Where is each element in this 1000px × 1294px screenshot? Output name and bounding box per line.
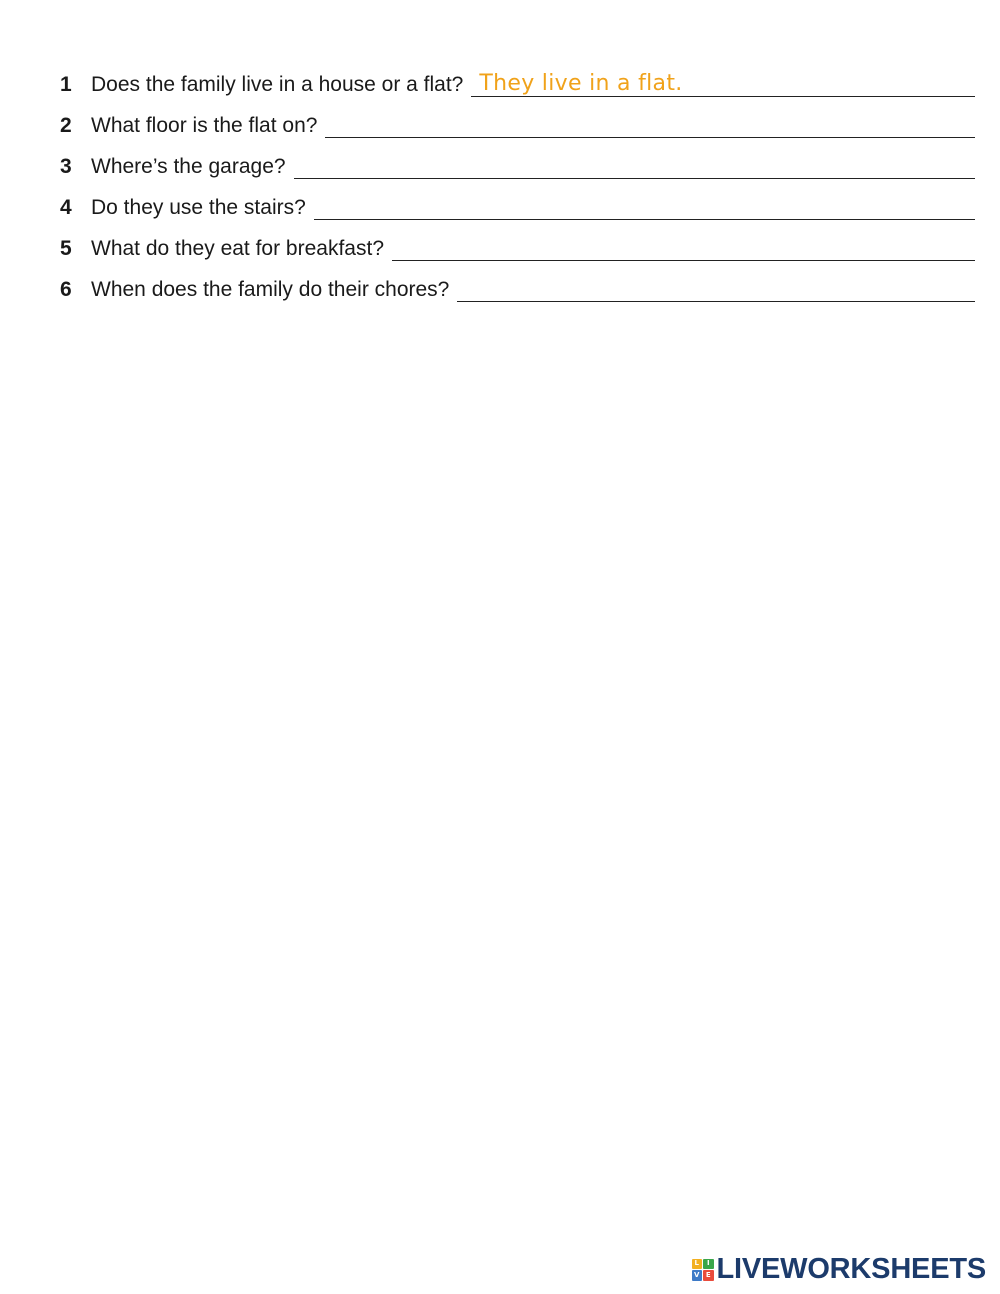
question-number: 5 (60, 237, 72, 260)
question-number: 2 (60, 114, 72, 137)
answer-field-3[interactable] (294, 150, 975, 179)
question-number: 6 (60, 278, 72, 301)
question-text: What do they eat for breakfast? (91, 237, 384, 260)
question-row-2 (60, 99, 975, 140)
question-number: 4 (60, 196, 72, 219)
question-text: What floor is the flat on? (91, 114, 318, 137)
answer-field-4[interactable] (314, 191, 975, 220)
logo-letter: E (703, 1270, 714, 1281)
worksheet (60, 58, 975, 304)
liveworksheets-logo-icon (692, 1259, 714, 1281)
answer-field-2[interactable] (325, 109, 975, 138)
question-row-3 (60, 140, 975, 181)
brand-name: LIVEWORKSHEETS (716, 1253, 986, 1285)
logo-letter: V (692, 1270, 703, 1281)
question-text: Does the family live in a house or a flat? (91, 73, 464, 96)
question-row-5 (60, 222, 975, 263)
question-number: 1 (60, 73, 72, 96)
question-text: When does the family do their chores? (91, 278, 450, 301)
answer-text: They live in a flat. (479, 71, 683, 96)
answer-field-5[interactable] (392, 232, 975, 261)
liveworksheets-brand (692, 1255, 987, 1284)
question-number: 3 (60, 155, 72, 178)
question-text: Do they use the stairs? (91, 196, 306, 219)
question-row-4 (60, 181, 975, 222)
answer-field-6[interactable] (457, 273, 975, 302)
answer-field-1[interactable] (471, 68, 975, 97)
question-row-6 (60, 263, 975, 304)
logo-letter: I (703, 1259, 714, 1270)
logo-letter: L (692, 1259, 703, 1270)
question-text: Where’s the garage? (91, 155, 286, 178)
question-row-1 (60, 58, 975, 99)
